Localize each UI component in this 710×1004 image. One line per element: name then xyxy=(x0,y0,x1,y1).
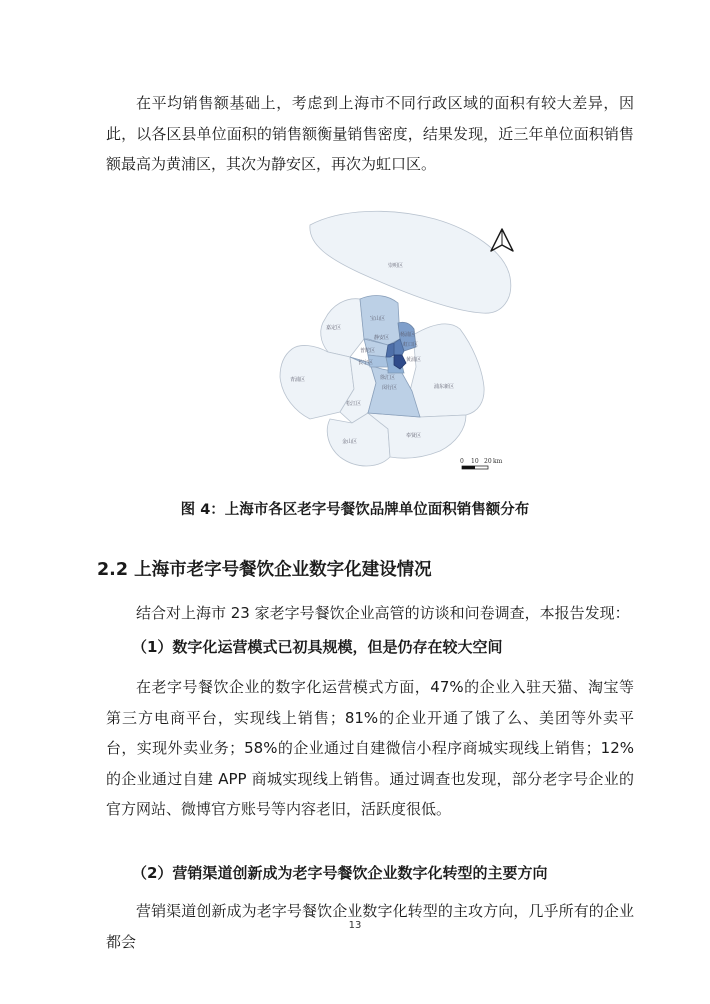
label-baoshan: 宝山区 xyxy=(370,316,386,322)
label-jingan: 静安区 xyxy=(374,335,390,341)
district-sales-density-map xyxy=(270,207,520,475)
label-minhang: 闵行区 xyxy=(382,385,398,391)
scale-unit: km xyxy=(493,458,503,465)
district-chongming xyxy=(310,211,511,313)
label-huangpu: 黄浦区 xyxy=(406,357,422,363)
page-number: 13 xyxy=(348,920,362,931)
label-changning: 长宁区 xyxy=(358,360,374,366)
label-jinshan: 金山区 xyxy=(342,439,358,445)
section-heading: 2.2 上海市老字号餐饮企业数字化建设情况 xyxy=(97,560,432,580)
subheading-2: （2）营销渠道创新成为老字号餐饮企业数字化转型的主要方向 xyxy=(132,864,548,882)
label-xuhui: 徐汇区 xyxy=(380,375,396,381)
scale-label-20: 20 xyxy=(484,458,492,465)
label-chongming: 崇明区 xyxy=(388,263,404,269)
label-pudong: 浦东新区 xyxy=(434,384,455,390)
district-pudong xyxy=(410,324,484,417)
operations-paragraph: 在老字号餐饮企业的数字化运营模式方面，47%的企业入驻天猫、淘宝等第三方电商平台，实现线上销售；81%的企业开通了饿了么、美团等外卖平台，实现外卖业务；58%的企业通过自建微信小程序商城实现线上销售；12%的企业通过自建 APP 商城实现线上销售。通过调查也发现，部分老字号企业的官方网站、微博官方账号等内容老旧，活跃度很低。 xyxy=(106,678,634,818)
label-fengxian: 奉贤区 xyxy=(406,433,422,439)
label-yangpu: 杨浦区 xyxy=(400,332,416,338)
survey-paragraph: 结合对上海市 23 家老字号餐饮企业高管的访谈和问卷调查，本报告发现： xyxy=(136,604,630,622)
label-putuo: 普陀区 xyxy=(360,348,376,354)
figure-caption: 图 4：上海市各区老字号餐饮品牌单位面积销售额分布 xyxy=(180,502,530,518)
channel-paragraph: 营销渠道创新成为老字号餐饮企业数字化转型的主攻方向，几乎所有的企业都会 xyxy=(106,902,634,951)
scale-label-10: 10 xyxy=(471,458,479,465)
label-songjiang: 松江区 xyxy=(346,401,362,407)
scale-bar xyxy=(460,458,503,469)
label-jiading: 嘉定区 xyxy=(326,325,342,331)
north-arrow-icon xyxy=(491,229,513,251)
intro-paragraph: 在平均销售额基础上，考虑到上海市不同行政区域的面积有较大差异，因此，以各区县单位面积的销售额衡量销售密度，结果发现，近三年单位面积销售额最高为黄浦区，其次为静安区，再次为虹口区。 xyxy=(106,94,634,173)
label-qingpu: 青浦区 xyxy=(290,377,306,383)
label-hongkou: 虹口区 xyxy=(403,342,419,348)
subheading-1: （1）数字化运营模式已初具规模，但是仍存在较大空间 xyxy=(132,638,503,656)
scale-label-0: 0 xyxy=(460,458,464,465)
